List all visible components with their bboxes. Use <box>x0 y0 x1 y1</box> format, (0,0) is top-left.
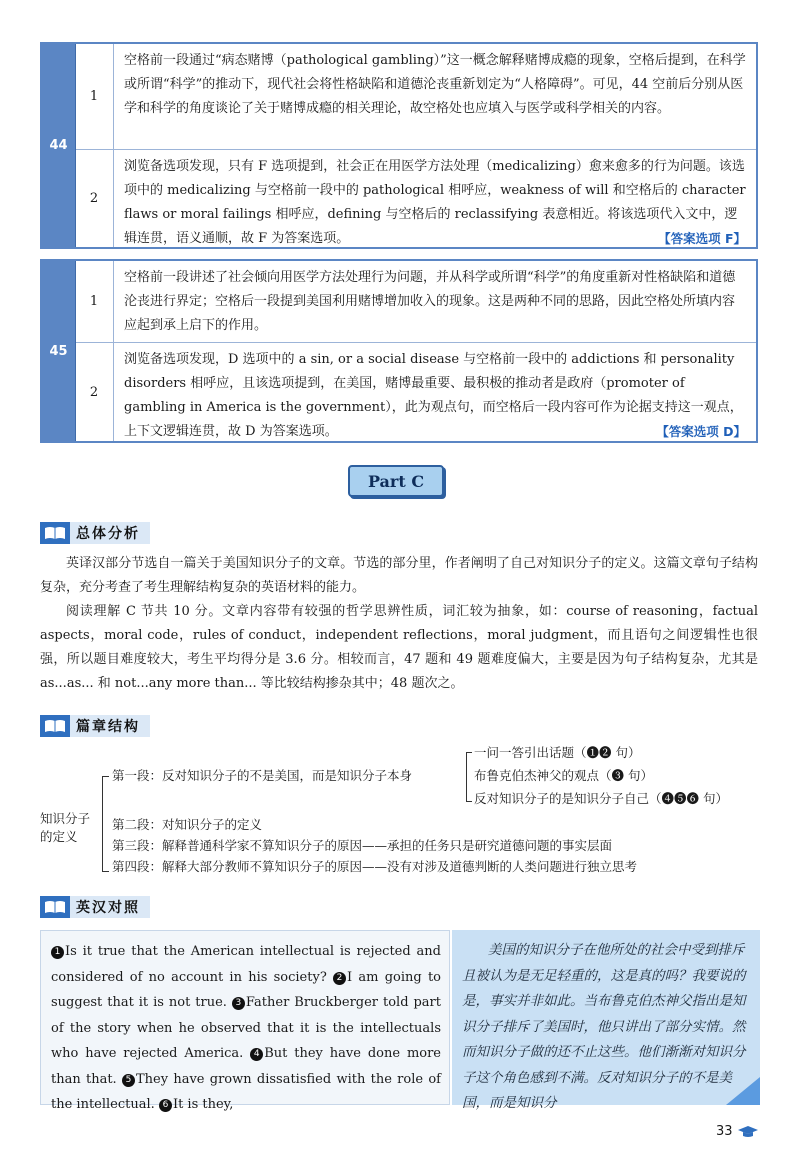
tree-root-line: 的定义 <box>40 829 78 844</box>
sentence: I am going to suggest that it is not true. <box>51 969 441 1010</box>
chinese-translation <box>452 930 760 1111</box>
analysis-row <box>75 150 756 247</box>
part-c-heading: Part C <box>348 465 444 497</box>
p1-brace <box>466 752 472 802</box>
sentence-marker: 2 <box>333 972 346 985</box>
paragraph: 阅读理解 C 节共 10 分。文章内容带有较强的哲学思辨性质，词汇较为抽象，如：course of reasoning，factual aspects，moral code，rules of conduct，independent reflections，moral judgment，而且语句之间逻辑性也很强，所以题目难度较大，考生平均得分是 3.6 分。相较而言，47 题和 49 题难度偏大，主要是因为句子结构复杂，尤其是 as...as... 和 not...any more than... 等比较结构掺杂其中；48 题次之。 <box>40 604 758 691</box>
page-number: 33 <box>716 1124 733 1139</box>
answer-label: 【答案选项 F】 <box>658 231 746 246</box>
tree-leaf: 布鲁克伯杰神父的观点（❸ 句） <box>474 768 653 783</box>
sentence-marker: 5 <box>122 1074 135 1087</box>
overall-analysis <box>40 552 758 696</box>
section-heading-structure <box>40 715 150 737</box>
sentence: Is it true that the American intellectual is rejected and considered of no account in his society? <box>51 944 441 985</box>
section-heading-overall <box>40 522 150 544</box>
tree-node-p4: 第四段：解释大部分教师不算知识分子的原因——没有对涉及道德判断的人类问题进行独立思考 <box>112 859 638 874</box>
step-number: 1 <box>75 44 114 149</box>
sentence-marker: 1 <box>51 946 64 959</box>
tree-leaf: 反对知识分子的是知识分子自己（❹❺❻ 句） <box>474 791 728 806</box>
analysis-text <box>114 343 756 441</box>
analysis-body: 浏览备选项发现，D 选项中的 a sin, or a social disease 与空格前一段中的 addictions 和 personality disorders 相呼应，且该选项提到，在美国，赌博最重要、最积极的推动者是政府（promoter of gambling in America is the government），此为观点句，而空格后一段内容可作为论据支持这一观点，上下文逻辑连贯，故 D 为答案选项。 <box>124 352 743 439</box>
root-brace <box>102 776 109 872</box>
book-icon <box>40 896 70 918</box>
question-45-table <box>40 259 758 443</box>
analysis-text: 空格前一段讲述了社会倾向用医学方法处理行为问题，并从科学或所谓“科学”的角度重新对性格缺陷和道德沦丧进行界定；空格后一段提到美国利用赌博增加收入的现象。这是两种不同的思路，因此空格处所填内容应起到承上启下的作用。 <box>124 270 736 333</box>
step-number: 2 <box>75 343 114 441</box>
translation-text: 美国的知识分子在他所处的社会中受到排斥且被认为是无足轻重的，这是真的吗？我要说的是，事实并非如此。当布鲁克伯杰神父指出是知识分子排斥了美国时，他只讲出了部分实情。然而知识分子做的还不止这些。他们渐渐对知识分子这个角色感到不满。反对知识分子的不是美国，而是知识分 <box>462 942 746 1111</box>
analysis-body: 浏览备选项发现，只有 F 选项提到，社会正在用医学方法处理（medicalizing）愈来愈多的行为问题。该选项中的 medicalizing 与空格前一段中的 pathological 相呼应，weakness of will 和空格后的 character flaws or moral failings 相呼应，defining 与空格后的 reclassifying 表意相近。将该选项代入文中，逻辑连贯，语义通顺，故 F 为答案选项。 <box>124 159 746 246</box>
section-heading-bilingual <box>40 896 150 918</box>
analysis-row <box>75 343 756 441</box>
book-icon <box>40 715 70 737</box>
step-number: 1 <box>75 261 114 342</box>
sentence: Father Bruckberger told part of the story when he observed that it is the intellectuals who have rejected America. <box>51 995 441 1061</box>
tree-root <box>40 810 90 846</box>
analysis-row <box>75 261 756 343</box>
step-number: 2 <box>75 150 114 247</box>
english-text <box>40 930 450 1112</box>
page-curl-corner <box>726 1077 760 1105</box>
section-title: 篇章结构 <box>70 715 150 737</box>
graduation-cap-icon <box>738 1126 758 1138</box>
tree-node-p2: 第二段：对知识分子的定义 <box>112 817 263 832</box>
book-icon <box>40 522 70 544</box>
sentence: But they have done more than that. <box>51 1046 441 1087</box>
sentence: It is they, <box>172 1097 234 1112</box>
sentence-marker: 4 <box>250 1048 263 1061</box>
answer-label: 【答案选项 D】 <box>656 424 746 439</box>
tree-node-p1: 第一段：反对知识分子的不是美国，而是知识分子本身 <box>112 768 413 783</box>
analysis-row <box>75 44 756 150</box>
analysis-text: 空格前一段通过“病态赌博（pathological gambling）”这一概念解释赌博成瘾的现象，空格后提到，在科学或所谓“科学”的推动下，现代社会将性格缺陷和道德沦丧重新划定为“人格障碍”。可见，44 空前后分别从医学和科学的角度谈论了关于赌博成瘾的相关理论，故空格处也应填入与医学或科学相关的内容。 <box>124 53 746 116</box>
paragraph: 英译汉部分节选自一篇关于美国知识分子的文章。节选的部分里，作者阐明了自己对知识分子的定义。这篇文章句子结构复杂，充分考查了考生理解结构复杂的英语材料的能力。 <box>40 556 758 595</box>
section-title: 总体分析 <box>70 522 150 544</box>
tree-node-p3: 第三段：解释普通科学家不算知识分子的原因——承担的任务只是研究道德问题的事实层面 <box>112 838 613 853</box>
question-number: 44 <box>42 44 76 247</box>
tree-root-line: 知识分子 <box>40 811 91 826</box>
section-title: 英汉对照 <box>70 896 150 918</box>
analysis-text <box>114 150 756 247</box>
bilingual-passage <box>40 930 760 1112</box>
question-44-table <box>40 42 758 249</box>
sentence-marker: 6 <box>159 1099 172 1112</box>
tree-leaf: 一问一答引出话题（❶❷ 句） <box>474 745 641 760</box>
sentence: They have grown dissatisfied with the role of the intellectual. <box>51 1071 441 1112</box>
question-number: 45 <box>42 261 76 441</box>
sentence-marker: 3 <box>232 997 245 1010</box>
